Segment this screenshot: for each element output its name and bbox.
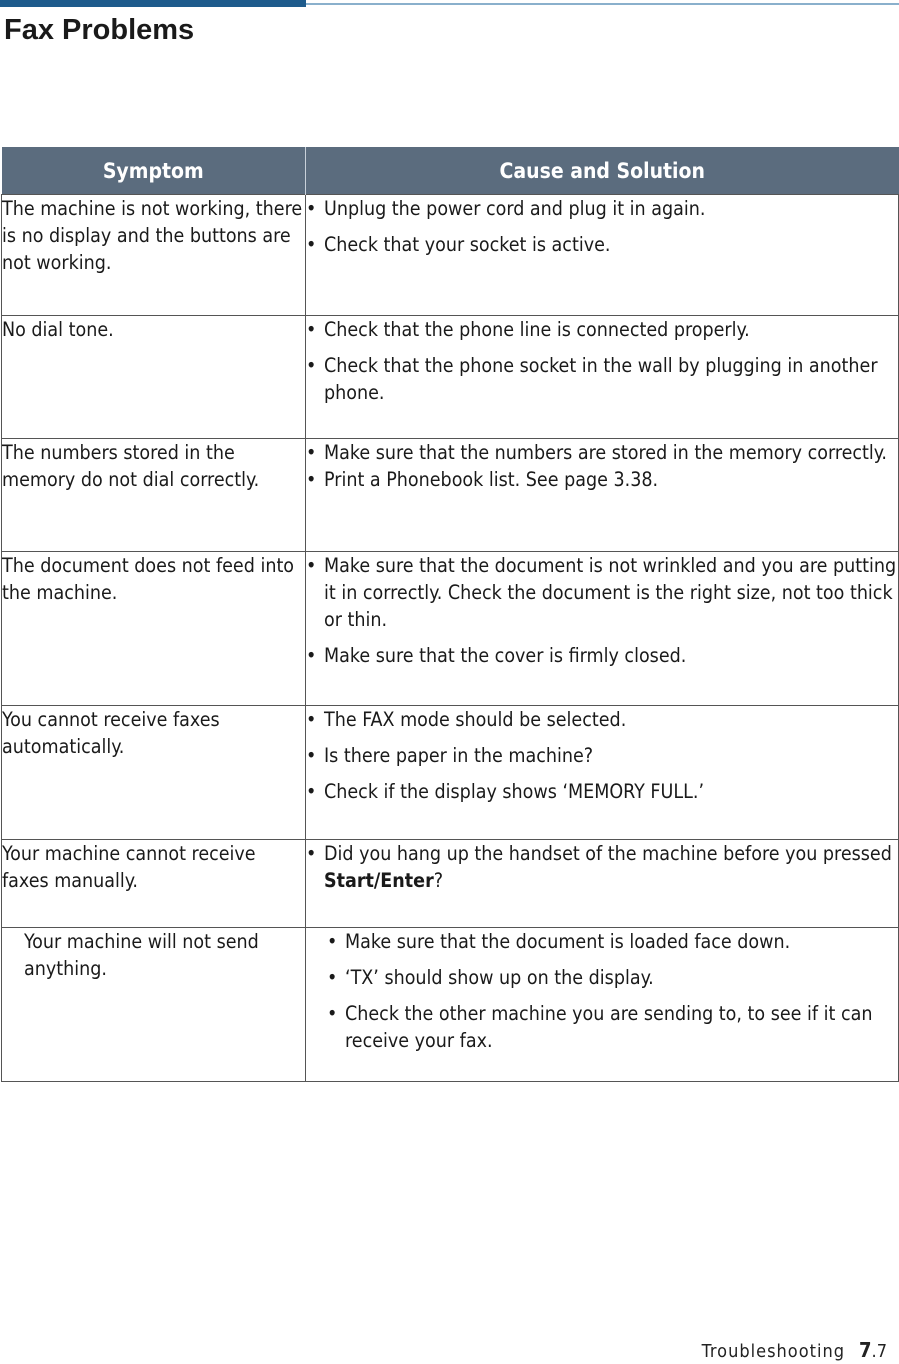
cause-item: • Check if the display shows ‘MEMORY FULL.’ [306,778,898,805]
symptom-cell: The document does not feed into the machine. [2,552,306,706]
cause-item: • Make sure that the document is loaded face down. [327,928,898,955]
cause-item: • Check that the phone line is connected properly. [306,316,898,343]
footer-page-number: .7 [871,1341,887,1362]
start-enter-key-label: Start/Enter [324,869,434,892]
symptom-cell: No dial tone. [2,316,306,439]
page-footer [702,1338,887,1362]
fax-problems-table [1,147,899,1082]
cause-item: • Unplug the power cord and plug it in again. [306,195,898,222]
cause-item: • ‘TX’ should show up on the display. [327,964,898,991]
cause-cell [306,316,899,439]
table-row [2,316,899,439]
table-row [2,552,899,706]
symptom-cell: The machine is not working, there is no display and the buttons are not working. [2,195,306,316]
cause-item: • Print a Phonebook list. See page 3.38. [306,466,898,493]
page-title: Fax Problems [4,14,195,46]
header-rule [306,3,899,5]
cause-item: • Is there paper in the machine? [306,742,898,769]
cause-item: • Make sure that the numbers are stored in the memory correctly. [306,439,898,466]
cause-cell [306,552,899,706]
table-row [2,439,899,552]
cause-cell [306,195,899,316]
cause-item: • Check the other machine you are sending to, to see if it can receive your fax. [327,1000,898,1054]
cause-item: • Check that the phone socket in the wall by plugging in another phone. [306,352,898,406]
cause-text-end: ? [433,869,444,892]
cause-item: • Check that your socket is active. [306,231,898,258]
cause-item: • Make sure that the cover is firmly closed. [306,642,898,669]
symptom-cell: The numbers stored in the memory do not dial correctly. [2,439,306,552]
table-row [2,928,899,1082]
cause-cell [306,840,899,928]
cause-item [306,840,898,894]
cause-cell [306,706,899,840]
footer-chapter-number: 7 [859,1338,872,1362]
cause-item: • Make sure that the document is not wrinkled and you are putting it in correctly. Check the document is the right size, not too thick or thin. [306,552,898,633]
cause-cell [306,928,899,1082]
symptom-cell: Your machine cannot receive faxes manually. [2,840,306,928]
footer-section-name: Troubleshooting [701,1341,846,1362]
cause-text: Did you hang up the handset of the machine before you pressed [324,842,892,865]
table-row [2,840,899,928]
symptom-cell: You cannot receive faxes automatically. [2,706,306,840]
header-accent-bar [0,0,306,7]
cause-column-header: Cause and Solution [306,147,899,195]
table-row [2,195,899,316]
symptom-cell: Your machine will not send anything. [2,928,306,1082]
cause-cell [306,439,899,552]
table-row [2,706,899,840]
table-header-row [2,147,899,195]
symptom-column-header: Symptom [2,147,306,195]
cause-item: • The FAX mode should be selected. [306,706,898,733]
